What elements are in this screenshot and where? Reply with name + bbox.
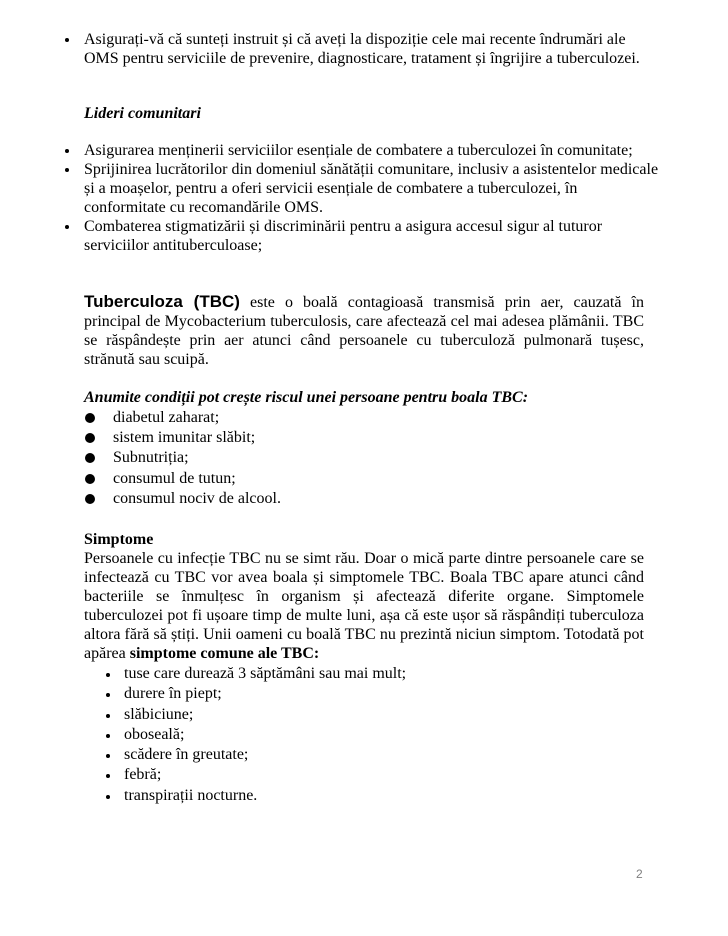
list-item: Subnutriția;: [83, 448, 583, 468]
list-item: tuse care durează 3 săptămâni sau mai mult;: [100, 664, 500, 684]
definition-term: Tuberculoza (TBC): [84, 292, 240, 311]
definition-paragraph: [84, 292, 644, 369]
list-item: Combaterea stigmatizării și discriminării pentru a asigura accesul sigur al tuturor serviciilor antituberculoase;: [60, 217, 660, 255]
risk-factors-block: [83, 408, 583, 509]
list-item: febră;: [100, 765, 500, 785]
intro-list-block: [60, 30, 660, 68]
bullet-icon: [85, 453, 95, 463]
community-leaders-block: [60, 141, 660, 255]
bullet-icon: [106, 734, 110, 738]
bullet-icon: [106, 754, 110, 758]
bullet-icon: [65, 149, 69, 153]
list-item: slăbiciune;: [100, 705, 500, 725]
bullet-icon: [106, 774, 110, 778]
symptoms-block: [100, 664, 500, 806]
bullet-icon: [106, 714, 110, 718]
risk-factors-list: [83, 408, 583, 509]
common-symptoms-label: simptome comune ale TBC:: [129, 645, 320, 662]
bullet-icon: [85, 433, 95, 443]
list-item: Asigurați-vă că sunteți instruit și că aveți la dispoziție cele mai recente îndrumări ale OMS pentru serviciile de prevenire, diagnosticare, tratament și îngrijire a tuberculozei.: [60, 30, 660, 68]
symptoms-list: [100, 664, 500, 806]
list-item: transpirații nocturne.: [100, 786, 500, 806]
list-item: Asigurarea menținerii serviciilor esențiale de combatere a tuberculozei în comunitate;: [60, 141, 660, 160]
bullet-icon: [85, 413, 95, 423]
bullet-icon: [65, 168, 69, 172]
bullet-icon: [106, 795, 110, 799]
bullet-icon: [106, 673, 110, 677]
bullet-icon: [106, 693, 110, 697]
bullet-icon: [65, 225, 69, 229]
list-item: diabetul zaharat;: [83, 408, 583, 428]
list-item: durere în piept;: [100, 684, 500, 704]
list-item: Sprijinirea lucrătorilor din domeniul sănătății comunitare, inclusiv a asistentelor medicale și a moașelor, pentru a oferi servicii esențiale de combatere a tuberculozei, în conformitate cu recomandările OMS.: [60, 160, 660, 217]
intro-list: [60, 30, 660, 68]
list-item: scădere în greutate;: [100, 745, 500, 765]
list-item: sistem imunitar slăbit;: [83, 428, 583, 448]
list-item: consumul de tutun;: [83, 469, 583, 489]
definition-text: este o boală contagioasă transmisă prin aer, cauzată în principal de Mycobacterium tuberculosis, care afectează cel mai adesea plămânii. TBC se răspândește prin aer atunci când persoanele cu tuberculoză pulmonară tușesc, strănută sau scuipă.: [84, 294, 644, 368]
page-number: 2: [636, 867, 643, 881]
bullet-icon: [85, 474, 95, 484]
list-item: consumul nociv de alcool.: [83, 489, 583, 509]
bullet-icon: [65, 38, 69, 42]
symptoms-paragraph: Persoanele cu infecție TBC nu se simt rău. Doar o mică parte dintre persoanele care se infectează cu TBC vor avea boala și simptomele TBC. Boala TBC apare atunci când bacteriile se înmulțesc în organism și afectează diferite organe. Simptomele tuberculozei pot fi ușoare timp de multe luni, așa că este ușor să răspândiți tuberculoza altora fără să știți. Unii oameni cu boală TBC nu prezintă niciun simptom. Totodată pot apărea simptome comune ale TBC:: [84, 550, 644, 662]
bullet-icon: [85, 494, 95, 504]
section-heading-symptoms: Simptome: [84, 531, 154, 548]
list-item: oboseală;: [100, 725, 500, 745]
section-heading-risk-factors: Anumite condiții pot crește riscul unei persoane pentru boala TBC:: [84, 389, 529, 406]
section-heading-community-leaders: Lideri comunitari: [84, 105, 201, 122]
community-leaders-list: [60, 141, 660, 255]
